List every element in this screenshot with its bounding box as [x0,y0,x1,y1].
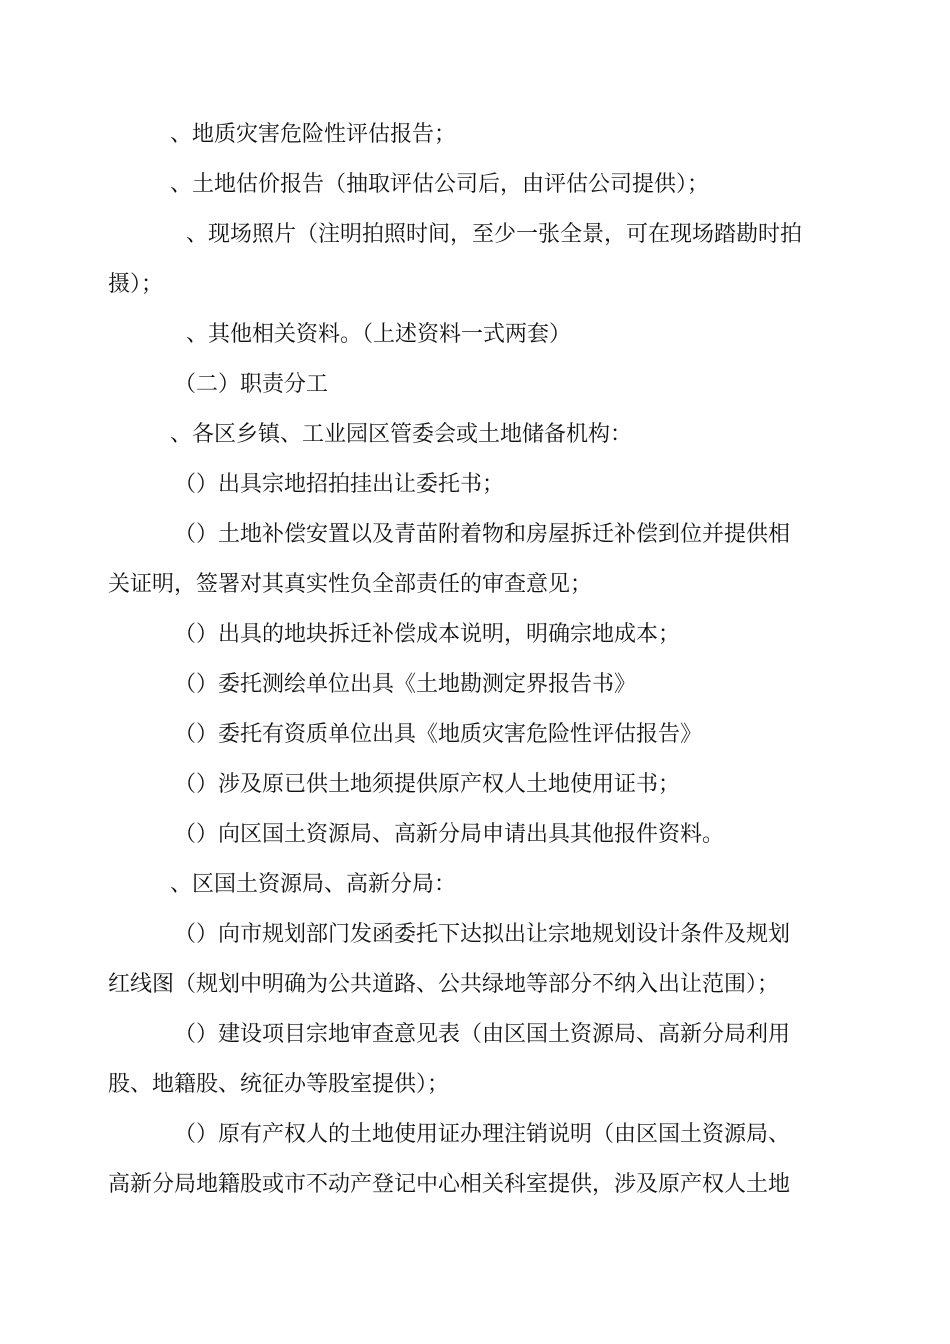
text-line: 、区国土资源局、高新分局： [170,872,457,897]
text-line: 、现场照片（注明拍照时间，至少一张全景，可在现场踏勘时拍 [186,222,803,247]
text-line: 高新分局地籍股或市不动产登记中心相关科室提供，涉及原产权人土地 [108,1172,791,1197]
text-line: （）向市规划部门发函委托下达拟出让宗地规划设计条件及规划 [174,922,791,947]
text-line: 摄）； [108,272,164,297]
text-line: （）原有产权人的土地使用证办理注销说明（由区国土资源局、 [174,1122,791,1147]
text-line: 关证明，签署对其真实性负全部责任的审查意见； [108,572,593,597]
text-line: （）委托测绘单位出具《土地勘测定界报告书》 [174,672,637,697]
text-line: 、其他相关资料。（上述资料一式两套） [186,322,572,347]
text-line: 股、地籍股、统征办等股室提供）； [108,1072,450,1097]
text-line: （）涉及原已供土地须提供原产权人土地使用证书； [174,772,681,797]
section-heading: （二）职责分工 [174,372,329,397]
text-line: （）出具的地块拆迁补偿成本说明，明确宗地成本； [174,622,681,647]
text-line: （）委托有资质单位出具《地质灾害危险性评估报告》 [174,722,703,747]
text-line: （）出具宗地招拍挂出让委托书； [174,472,505,497]
text-line: 、各区乡镇、工业园区管委会或土地储备机构： [170,422,633,447]
text-line: （）建设项目宗地审查意见表（由区国土资源局、高新分局利用 [174,1022,791,1047]
text-line: （）土地补偿安置以及青苗附着物和房屋拆迁补偿到位并提供相 [174,522,791,547]
text-line: （）向区国土资源局、高新分局申请出具其他报件资料。 [174,822,725,847]
document-body [108,110,838,1210]
text-line: 、土地估价报告（抽取评估公司后，由评估公司提供）； [170,172,710,197]
text-line: 、地质灾害危险性评估报告； [170,122,457,147]
text-line: 红线图（规划中明确为公共道路、公共绿地等部分不纳入出让范围）； [108,972,780,997]
